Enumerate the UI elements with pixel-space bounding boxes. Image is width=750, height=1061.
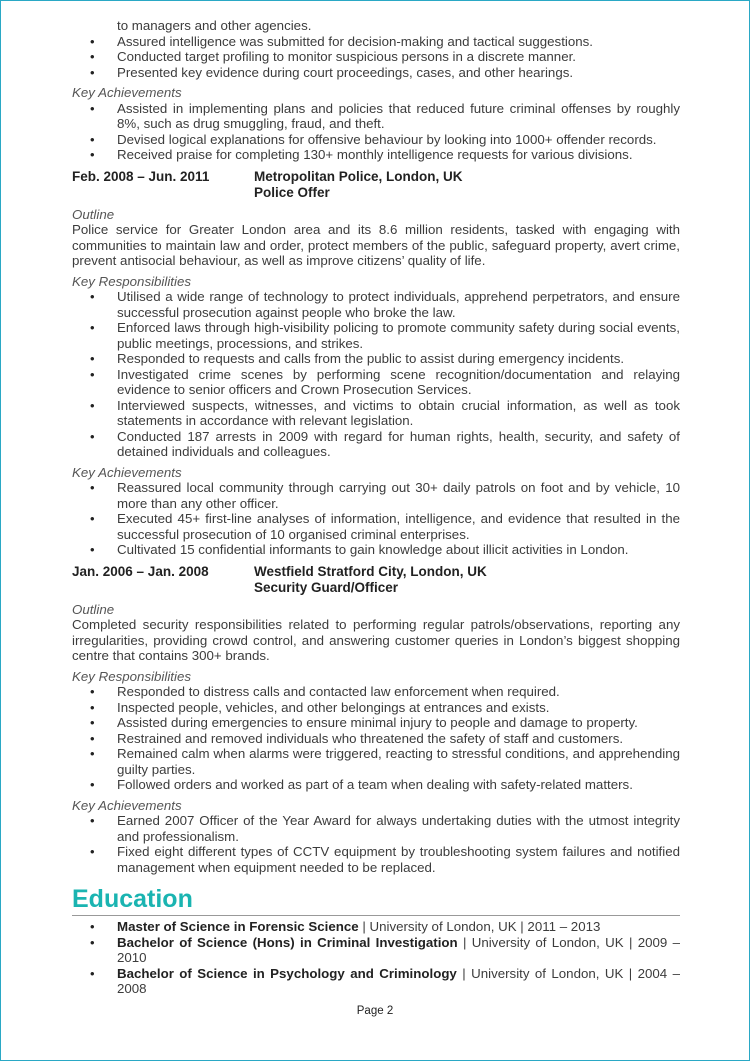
outline-text: Police service for Greater London area and its 8.6 million residents, tasked with engaging with communities to maintain law and order, protect members of the public, safeguard property, avert crime, prevent antisocial behaviour, as well as improve citizens’ quality of life.	[72, 222, 680, 268]
list-item: • Assisted during emergencies to ensure minimal injury to people and damage to property.	[72, 715, 680, 731]
key-achievements-label: Key Achievements	[72, 85, 182, 100]
job-dates: Jan. 2006 – Jan. 2008	[72, 563, 209, 579]
list-item: • Presented key evidence during court proceedings, cases, and other hearings.	[72, 65, 680, 81]
list-item: • Received praise for completing 130+ monthly intelligence requests for various divisions.	[72, 147, 680, 163]
job-employer: Westfield Stratford City, London, UK	[254, 563, 487, 579]
list-item: • Inspected people, vehicles, and other belongings at entrances and exists.	[72, 700, 680, 716]
job-employer: Metropolitan Police, London, UK	[254, 168, 463, 184]
key-responsibilities-label: Key Responsibilities	[72, 273, 191, 289]
list-item: • Enforced laws through high-visibility policing to promote community safety during social events, public meetings, processions, and strikes.	[72, 320, 680, 351]
key-achievements-label: Key Achievements	[72, 464, 182, 480]
page-number: Page 2	[356, 1005, 394, 1017]
education-item	[72, 919, 680, 935]
list-item: • Reassured local community through carrying out 30+ daily patrols on foot and by vehicle, 10 more than any other officer.	[72, 480, 680, 511]
degree-name: Bachelor of Science (Hons) in Criminal Investigation	[117, 934, 458, 950]
list-item: • Investigated crime scenes by performing scene recognition/documentation and relaying evidence to senior officers and Crown Prosecution Services.	[72, 367, 680, 398]
previous-job-continuation	[72, 18, 680, 163]
list-item: • Fixed eight different types of CCTV equipment by troubleshooting system failures and notified management when equipment needed to be replaced.	[72, 844, 680, 875]
continuation-line: to managers and other agencies.	[117, 18, 312, 33]
key-responsibilities-label: Key Responsibilities	[72, 668, 191, 684]
degree-details: | University of London, UK | 2011 – 2013	[358, 919, 601, 934]
list-item: • Interviewed suspects, witnesses, and victims to obtain crucial information, as well as took statements in accordance with relevant legislation.	[72, 398, 680, 429]
education-section	[72, 885, 680, 997]
list-item: • Executed 45+ first-line analyses of information, intelligence, and evidence that resulted in the successful prosecution of 10 organised criminal enterprises.	[72, 511, 680, 542]
list-item: • Remained calm when alarms were triggered, reacting to stressful conditions, and apprehending guilty parties.	[72, 746, 680, 777]
degree-details: | University of London, UK | 2009 – 2010	[117, 934, 680, 965]
list-item: • Devised logical explanations for offensive behaviour by looking into 1000+ offender records.	[72, 132, 680, 148]
job-title-block	[254, 169, 463, 201]
job-header	[72, 169, 680, 201]
education-heading: Education	[72, 885, 680, 916]
job-role: Police Offer	[254, 184, 330, 200]
job-entry	[72, 564, 680, 876]
list-item: • Cultivated 15 confidential informants to gain knowledge about illicit activities in London.	[72, 542, 680, 558]
outline-text: Completed security responsibilities related to performing regular patrols/observations, reporting any irregularities, providing crowd control, and answering customer queries in London’s biggest shopping centre that contains 300+ brands.	[72, 617, 680, 663]
list-item: • Responded to requests and calls from the public to assist during emergency incidents.	[72, 351, 680, 367]
degree-name: Master of Science in Forensic Science	[117, 919, 359, 934]
key-achievements-label: Key Achievements	[72, 797, 182, 813]
outline-label: Outline	[72, 601, 115, 617]
job-entry	[72, 169, 680, 558]
list-item: • Conducted 187 arrests in 2009 with regard for human rights, health, security, and safety of detained individuals and colleagues.	[72, 429, 680, 460]
list-item: • Utilised a wide range of technology to protect individuals, apprehend perpetrators, and ensure successful prosecution against people who broke the law.	[72, 289, 680, 320]
list-item: • Responded to distress calls and contacted law enforcement when required.	[72, 684, 680, 700]
outline-label: Outline	[72, 206, 115, 222]
education-item	[72, 966, 680, 997]
degree-name: Bachelor of Science in Psychology and Criminology	[117, 965, 457, 981]
job-header	[72, 564, 680, 596]
job-role: Security Guard/Officer	[254, 579, 399, 595]
list-item: • Earned 2007 Officer of the Year Award for always undertaking duties with the utmost integrity and professionalism.	[72, 813, 680, 844]
resume-content	[72, 18, 680, 997]
list-item: • Conducted target profiling to monitor suspicious persons in a discrete manner.	[72, 49, 680, 65]
list-item: • Followed orders and worked as part of a team when dealing with safety-related matters.	[72, 777, 680, 793]
job-dates: Feb. 2008 – Jun. 2011	[72, 168, 210, 184]
list-item: • Assisted in implementing plans and policies that reduced future criminal offenses by roughly 8%, such as drug smuggling, fraud, and theft.	[72, 101, 680, 132]
degree-details: | University of London, UK | 2004 – 2008	[117, 965, 680, 996]
list-item: • Assured intelligence was submitted for decision-making and tactical suggestions.	[72, 34, 680, 50]
list-item: • Restrained and removed individuals who threatened the safety of staff and customers.	[72, 731, 680, 747]
education-item	[72, 935, 680, 966]
job-title-block	[254, 564, 487, 596]
